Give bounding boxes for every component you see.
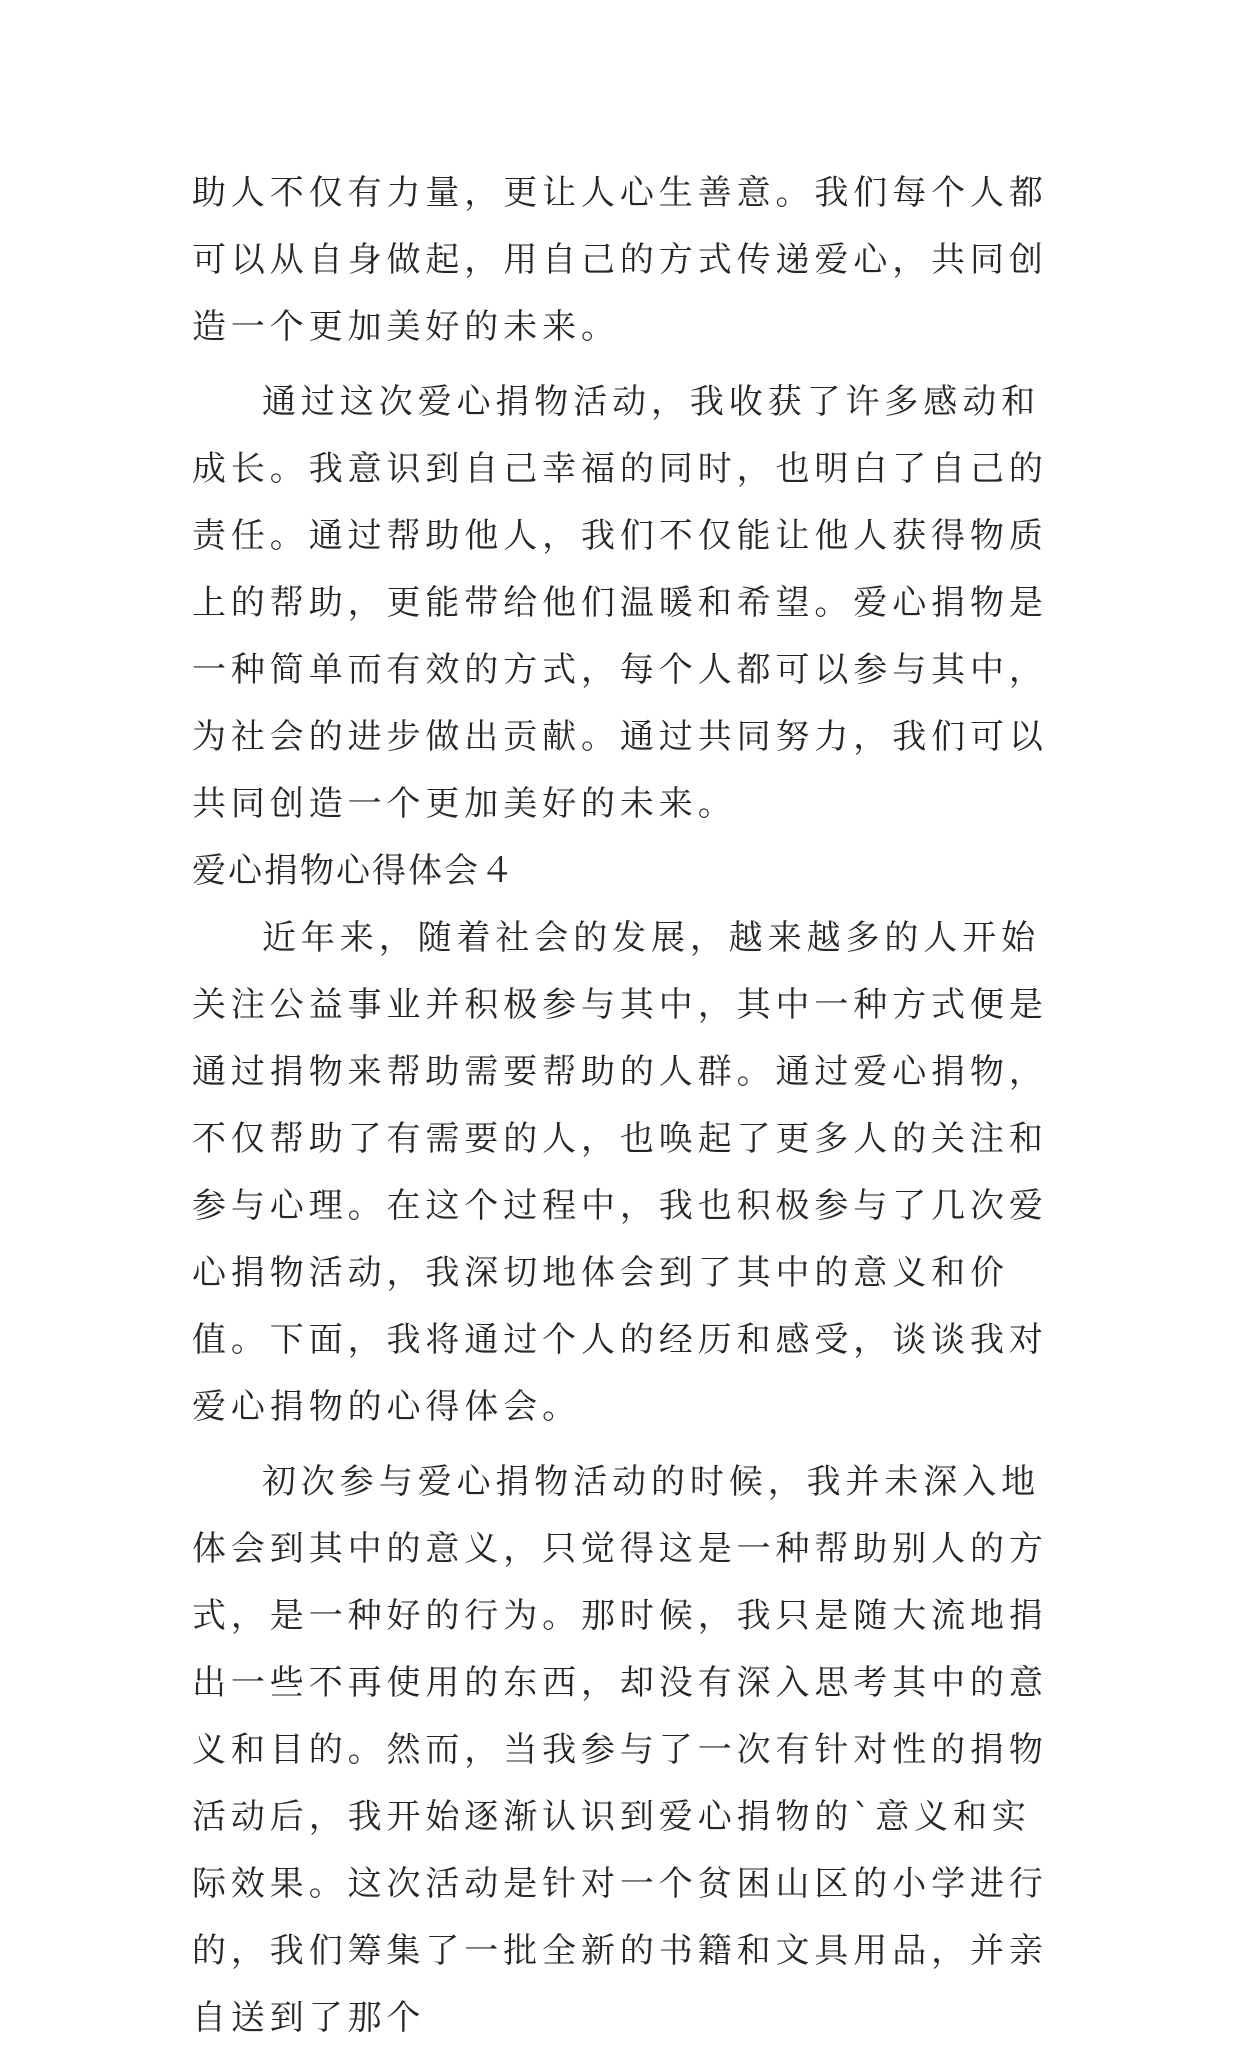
- paragraph: 初次参与爱心捐物活动的时候，我并未深入地体会到其中的意义，只觉得这是一种帮助别人的方式，是一种好的行为。那时候，我只是随大流地捐出一些不再使用的东西，却没有深入思考其中的意义和目的。然而，当我参与了一次有针对性的捐物活动后，我开始逐渐认识到爱心捐物的`意义和实际效果。这次活动是针对一个贫困山区的小学进行的，我们筹集了一批全新的书籍和文具用品，并亲自送到了那个: [192, 1462, 1048, 2038]
- document-body: [192, 160, 1052, 2052]
- paragraph-continued: 助人不仅有力量，更让人心生善意。我们每个人都可以从自身做起，用自己的方式传递爱心，共同创造一个更加美好的未来。: [192, 173, 1048, 347]
- section-heading: 爱心捐物心得体会４: [192, 851, 516, 891]
- paragraph: 通过这次爱心捐物活动，我收获了许多感动和成长。我意识到自己幸福的同时，也明白了自己的责任。通过帮助他人，我们不仅能让他人获得物质上的帮助，更能带给他们温暖和希望。爱心捐物是一种简单而有效的方式，每个人都可以参与其中，为社会的进步做出贡献。通过共同努力，我们可以共同创造一个更加美好的未来。: [192, 382, 1048, 824]
- paragraph: 近年来，随着社会的发展，越来越多的人开始关注公益事业并积极参与其中，其中一种方式便是通过捐物来帮助需要帮助的人群。通过爱心捐物，不仅帮助了有需要的人，也唤起了更多人的关注和参与心理。在这个过程中，我也积极参与了几次爱心捐物活动，我深切地体会到了其中的意义和价值。下面，我将通过个人的经历和感受，谈谈我对爱心捐物的心得体会。: [192, 918, 1048, 1427]
